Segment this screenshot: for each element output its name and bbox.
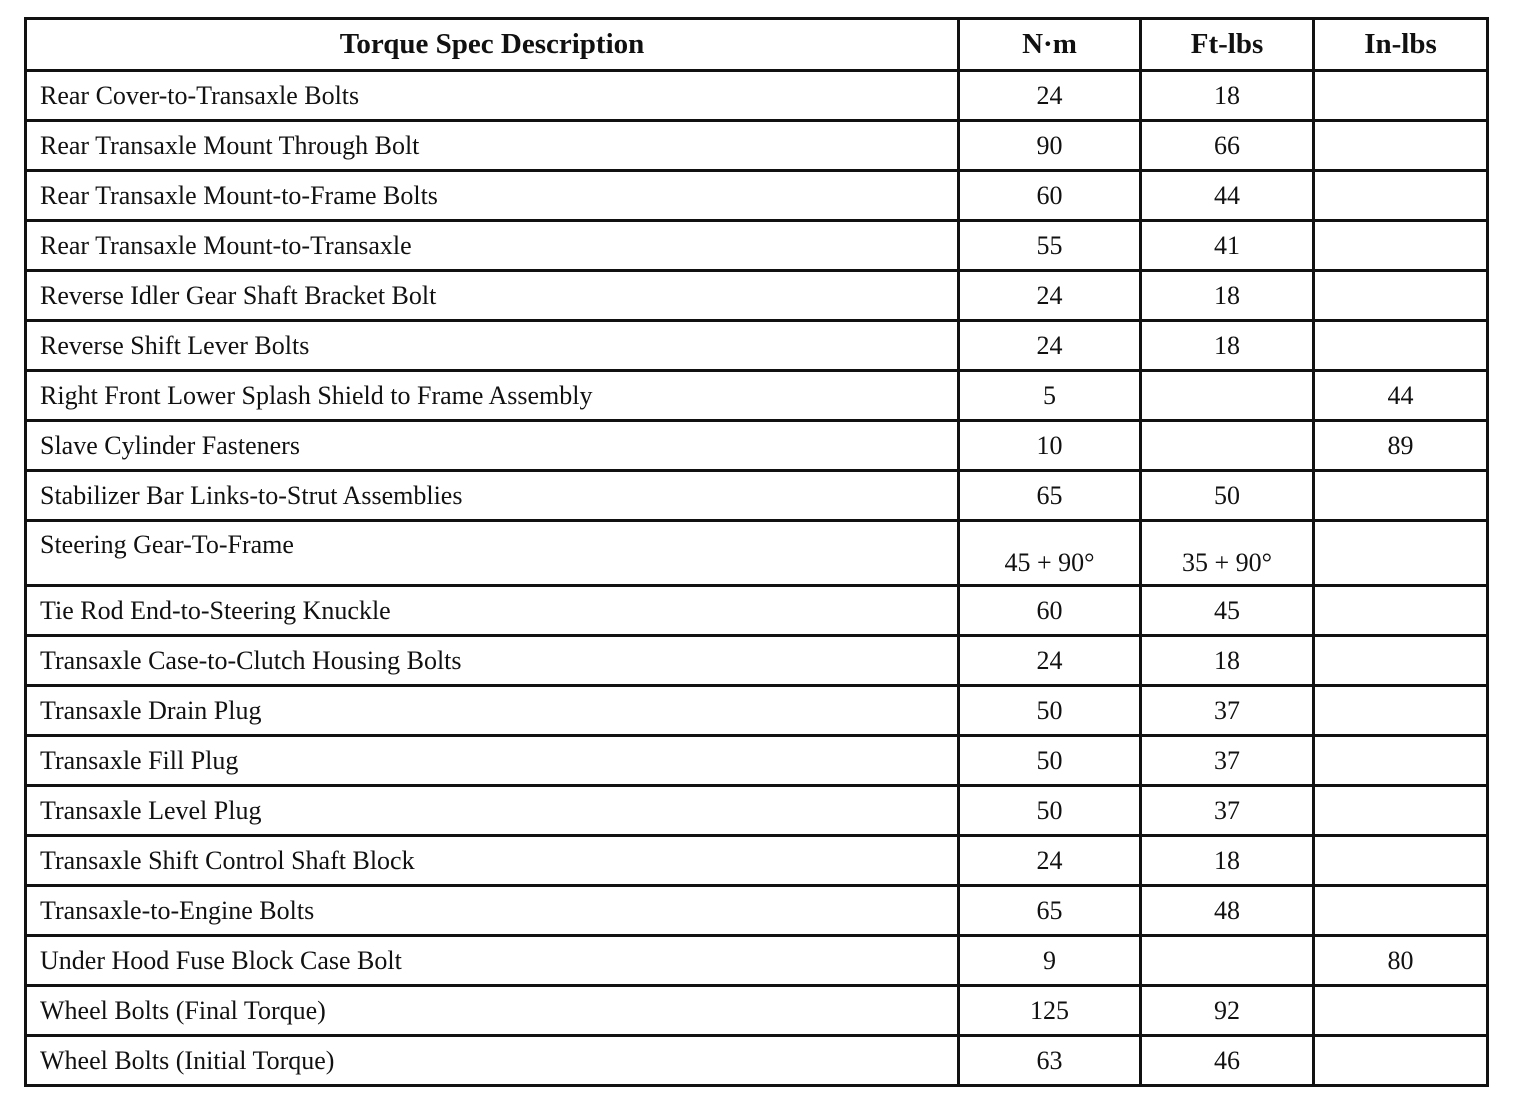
row-description: Transaxle Case-to-Clutch Housing Bolts xyxy=(26,636,959,686)
row-inlbs xyxy=(1314,221,1488,271)
torque-spec-table xyxy=(24,17,1489,1087)
row-description: Reverse Shift Lever Bolts xyxy=(26,321,959,371)
row-description: Rear Transaxle Mount-to-Frame Bolts xyxy=(26,171,959,221)
table-row xyxy=(26,471,1488,521)
row-nm: 24 xyxy=(959,71,1141,121)
row-description: Rear Transaxle Mount-to-Transaxle xyxy=(26,221,959,271)
row-description: Transaxle Level Plug xyxy=(26,786,959,836)
row-ftlbs: 37 xyxy=(1141,786,1314,836)
table-row xyxy=(26,321,1488,371)
table-row xyxy=(26,521,1488,586)
header-description: Torque Spec Description xyxy=(26,19,959,71)
row-nm: 5 xyxy=(959,371,1141,421)
table-row xyxy=(26,171,1488,221)
row-nm: 24 xyxy=(959,321,1141,371)
row-nm: 45 + 90° xyxy=(959,521,1141,586)
row-nm: 65 xyxy=(959,471,1141,521)
row-nm: 125 xyxy=(959,986,1141,1036)
row-ftlbs: 41 xyxy=(1141,221,1314,271)
row-ftlbs: 46 xyxy=(1141,1036,1314,1086)
table-row xyxy=(26,586,1488,636)
table-row xyxy=(26,121,1488,171)
row-nm: 10 xyxy=(959,421,1141,471)
row-inlbs xyxy=(1314,736,1488,786)
table-row xyxy=(26,636,1488,686)
table-row xyxy=(26,936,1488,986)
row-inlbs xyxy=(1314,986,1488,1036)
table-row xyxy=(26,886,1488,936)
table-row xyxy=(26,986,1488,1036)
table-row xyxy=(26,371,1488,421)
row-inlbs xyxy=(1314,521,1488,586)
row-nm: 9 xyxy=(959,936,1141,986)
row-inlbs xyxy=(1314,586,1488,636)
table-row xyxy=(26,736,1488,786)
row-ftlbs: 18 xyxy=(1141,271,1314,321)
row-inlbs xyxy=(1314,471,1488,521)
header-nm: N·m xyxy=(959,19,1141,71)
header-inlbs: In-lbs xyxy=(1314,19,1488,71)
table-row xyxy=(26,271,1488,321)
row-description: Transaxle Shift Control Shaft Block xyxy=(26,836,959,886)
row-ftlbs: 18 xyxy=(1141,836,1314,886)
row-nm: 50 xyxy=(959,736,1141,786)
row-inlbs: 80 xyxy=(1314,936,1488,986)
table-row xyxy=(26,421,1488,471)
table-row xyxy=(26,786,1488,836)
row-description: Transaxle-to-Engine Bolts xyxy=(26,886,959,936)
row-inlbs: 44 xyxy=(1314,371,1488,421)
row-description: Under Hood Fuse Block Case Bolt xyxy=(26,936,959,986)
row-ftlbs xyxy=(1141,371,1314,421)
row-nm: 24 xyxy=(959,636,1141,686)
row-description: Steering Gear-To-Frame xyxy=(26,521,959,586)
row-ftlbs: 37 xyxy=(1141,736,1314,786)
table-row xyxy=(26,1036,1488,1086)
row-ftlbs: 92 xyxy=(1141,986,1314,1036)
row-nm: 60 xyxy=(959,586,1141,636)
row-inlbs: 89 xyxy=(1314,421,1488,471)
table-row xyxy=(26,836,1488,886)
row-inlbs xyxy=(1314,271,1488,321)
row-inlbs xyxy=(1314,886,1488,936)
row-inlbs xyxy=(1314,71,1488,121)
table-row xyxy=(26,221,1488,271)
row-ftlbs: 35 + 90° xyxy=(1141,521,1314,586)
row-ftlbs: 18 xyxy=(1141,636,1314,686)
row-ftlbs xyxy=(1141,421,1314,471)
row-inlbs xyxy=(1314,836,1488,886)
row-description: Reverse Idler Gear Shaft Bracket Bolt xyxy=(26,271,959,321)
row-ftlbs xyxy=(1141,936,1314,986)
row-ftlbs: 18 xyxy=(1141,71,1314,121)
row-inlbs xyxy=(1314,121,1488,171)
row-description: Rear Cover-to-Transaxle Bolts xyxy=(26,71,959,121)
row-nm: 50 xyxy=(959,686,1141,736)
row-nm: 60 xyxy=(959,171,1141,221)
row-description: Wheel Bolts (Final Torque) xyxy=(26,986,959,1036)
row-nm: 90 xyxy=(959,121,1141,171)
row-inlbs xyxy=(1314,171,1488,221)
row-ftlbs: 50 xyxy=(1141,471,1314,521)
table-row xyxy=(26,686,1488,736)
row-description: Transaxle Fill Plug xyxy=(26,736,959,786)
row-description: Tie Rod End-to-Steering Knuckle xyxy=(26,586,959,636)
row-inlbs xyxy=(1314,786,1488,836)
row-nm: 65 xyxy=(959,886,1141,936)
row-ftlbs: 18 xyxy=(1141,321,1314,371)
row-ftlbs: 48 xyxy=(1141,886,1314,936)
row-description: Rear Transaxle Mount Through Bolt xyxy=(26,121,959,171)
row-nm: 24 xyxy=(959,271,1141,321)
row-ftlbs: 37 xyxy=(1141,686,1314,736)
row-nm: 24 xyxy=(959,836,1141,886)
row-ftlbs: 44 xyxy=(1141,171,1314,221)
row-inlbs xyxy=(1314,636,1488,686)
row-nm: 63 xyxy=(959,1036,1141,1086)
row-inlbs xyxy=(1314,1036,1488,1086)
row-nm: 50 xyxy=(959,786,1141,836)
row-description: Stabilizer Bar Links-to-Strut Assemblies xyxy=(26,471,959,521)
row-ftlbs: 45 xyxy=(1141,586,1314,636)
row-description: Right Front Lower Splash Shield to Frame Assembly xyxy=(26,371,959,421)
row-inlbs xyxy=(1314,686,1488,736)
row-ftlbs: 66 xyxy=(1141,121,1314,171)
header-row xyxy=(26,19,1488,71)
row-description: Slave Cylinder Fasteners xyxy=(26,421,959,471)
row-description: Transaxle Drain Plug xyxy=(26,686,959,736)
row-inlbs xyxy=(1314,321,1488,371)
row-nm: 55 xyxy=(959,221,1141,271)
table-row xyxy=(26,71,1488,121)
header-ftlbs: Ft-lbs xyxy=(1141,19,1314,71)
row-description: Wheel Bolts (Initial Torque) xyxy=(26,1036,959,1086)
